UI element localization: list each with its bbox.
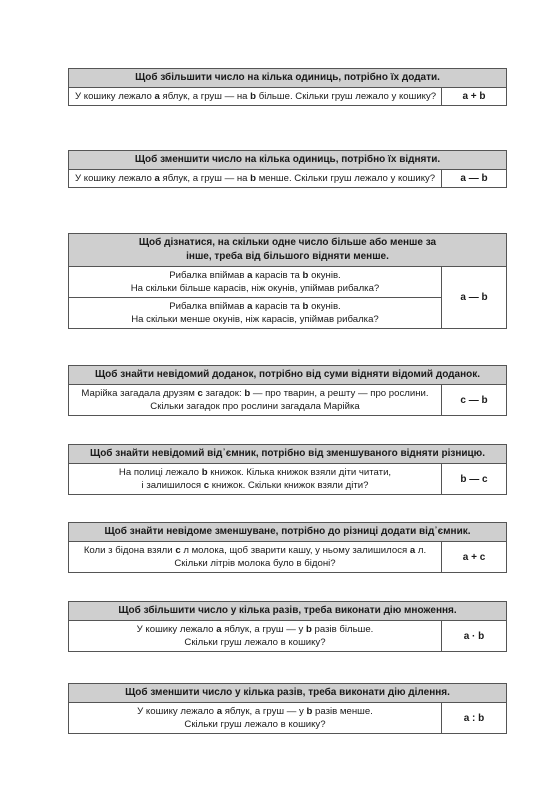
rule-table-7 [68,601,507,652]
variable: a [154,173,160,184]
rule-header: Щоб знайти невідомий від᾽ємник, потрібно від зменшуваного відняти різницю. [69,445,506,464]
rule-table-1 [68,68,507,106]
rule-formula: a + c [462,551,486,563]
rule-table-8 [68,683,507,734]
variable: b [306,706,313,717]
rule-table-6 [68,522,507,573]
variable: a [409,545,416,556]
rule-table-3 [68,233,507,329]
rule-problem: Марійка загадала друзям c загадок: b — про тварин, а решту — про рослини. Скільки загадок про рослини загадала Марійка [81,388,429,412]
variable: a [216,624,222,635]
rule-header: Щоб зменшити число на кілька одиниць, потрібно їх відняти. [69,151,506,170]
rule-problem: У кошику лежало a яблук, а груш — у b разів менше. Скільки груш лежало в кошику? [137,706,373,730]
variable: b [302,301,309,312]
rule-problem: На полиці лежало b книжок. Кілька книжок взяли діти читати, і залишилося c книжок. Скільки книжок взяли діти? [118,467,392,491]
variable: b [302,270,309,281]
rule-header: Щоб збільшити число на кілька одиниць, потрібно їх додати. [69,69,506,88]
variable: b [201,467,208,478]
variable: a [154,91,160,102]
rule-formula: b — c [460,473,488,485]
rule-formula: a · b [463,630,485,642]
variable: a [247,270,253,281]
variable: c [203,480,210,491]
rule-formula: a — b [460,292,488,303]
rule-header: Щоб зменшити число у кілька разів, треба виконати дію ділення. [69,684,506,703]
rule-formula: a + b [462,91,486,102]
rule-problem: Рибалка впіймав a карасів та b окунів. На скільки більше карасів, ніж окунів, упіймав рибалка? [130,270,380,294]
variable: b [306,624,312,635]
variable: b [250,173,257,184]
rule-table-4 [68,365,507,416]
variable: b [244,388,251,399]
rule-problem: У кошику лежало a яблук, а груш — на b менше. Скільки груш лежало у кошику? [75,173,436,184]
rule-problem: Рибалка впіймав a карасів та b окунів. На скільки менше окунів, ніж карасів, упіймав рибалка? [69,297,441,328]
variable: c [197,388,203,399]
rule-header: Щоб збільшити число у кілька разів, треба виконати дію множення. [69,602,506,621]
rule-problem: У кошику лежало a яблук, а груш — на b більше. Скільки груш лежало у кошику? [75,91,437,102]
rule-problem: У кошику лежало a яблук, а груш — у b разів більше. Скільки груш лежало в кошику? [136,624,374,648]
rule-formula: a — b [460,173,488,184]
variable: b [250,91,257,102]
rule-problem: Коли з бідона взяли c л молока, щоб зварити кашу, у ньому залишилося a л. Скільки літрів молока було в бідоні? [83,545,427,569]
rule-formula: a : b [463,712,485,724]
rule-header: Щоб дізнатися, на скільки одне число більше або менше за інше, треба від більшого відняти менше. [69,234,506,267]
variable: a [216,706,223,717]
rule-table-5 [68,444,507,495]
variable: c [175,545,181,556]
variable: a [247,301,253,312]
rule-header: Щоб знайти невідоме зменшуване, потрібно до різниці додати від᾽ємник. [69,523,506,542]
rule-table-2 [68,150,507,188]
rule-formula: c — b [460,394,488,406]
rule-header: Щоб знайти невідомий доданок, потрібно від суми відняти відомий доданок. [69,366,506,385]
